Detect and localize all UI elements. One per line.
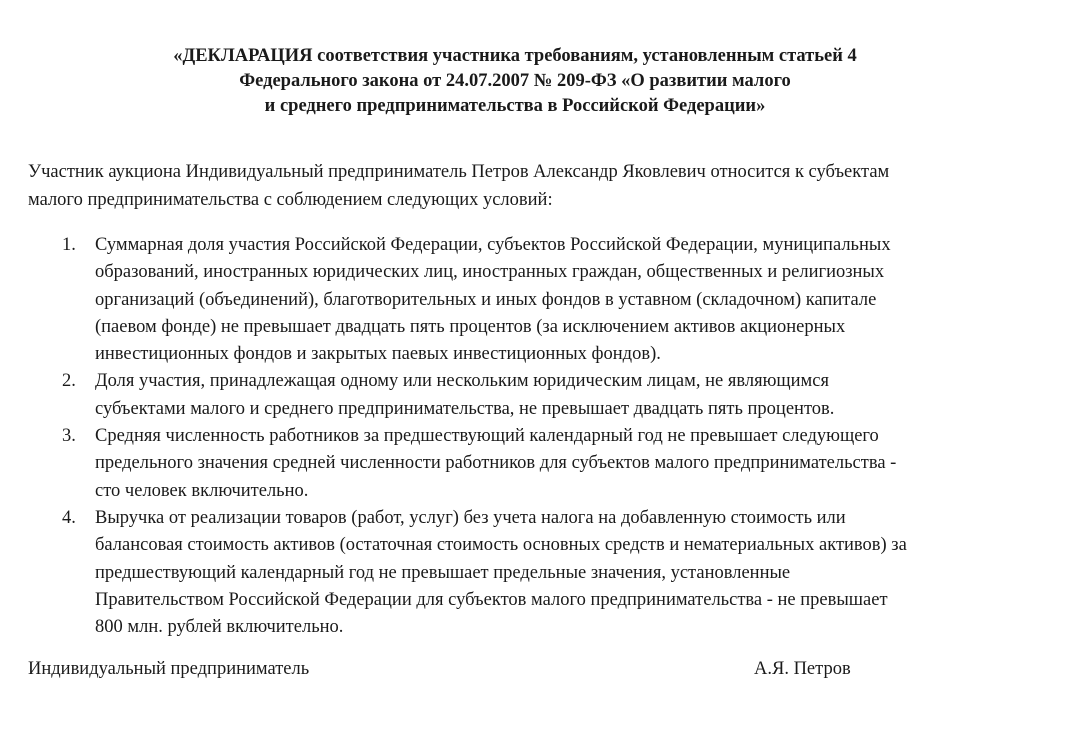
condition-number: 4. [62,507,76,528]
intro-paragraph [28,158,1018,214]
condition-line: балансовая стоимость активов (остаточная стоимость основных средств и нематериальных активов) за [95,535,907,556]
condition-line: субъектами малого и среднего предпринимательства, не превышает двадцать пять процентов. [95,398,835,419]
condition-item [62,368,1022,423]
condition-number: 2. [62,371,76,392]
condition-line: Суммарная доля участия Российской Федерации, субъектов Российской Федерации, муниципальных [95,235,891,255]
intro-line: Участник аукциона Индивидуальный предприниматель Петров Александр Яковлевич относится к субъектам [28,162,890,182]
condition-item [62,423,1022,505]
condition-line: Доля участия, принадлежащая одному или нескольким юридическим лицам, не являющимся [95,371,829,392]
signature-name: А.Я. Петров [754,659,851,679]
title-line: и среднего предпринимательства в Российской Федерации» [264,96,766,116]
condition-line: организаций (объединений), благотворительных и иных фондов в уставном (складочном) капитале [95,289,877,310]
title-line: «ДЕКЛАРАЦИЯ соответствия участника требованиям, установленным статьей 4 [173,46,857,66]
condition-line: (паевом фонде) не превышает двадцать пять процентов (за исключением активов акционерных [95,316,846,337]
condition-line: Правительством Российской Федерации для субъектов малого предпринимательства - не превышает [95,589,888,610]
condition-number: 3. [62,426,76,447]
condition-number: 1. [62,235,76,255]
declaration-title [0,44,1030,119]
condition-line: сто человек включительно. [95,480,309,501]
condition-line: инвестиционных фондов и закрытых паевых инвестиционных фондов). [95,344,661,365]
condition-line: предельного значения средней численности работников для субъектов малого предпринимательства - [95,453,897,474]
conditions-list [62,232,1022,641]
condition-line: предшествующий календарный год не превышает предельные значения, установленные [95,562,791,583]
title-line: Федерального закона от 24.07.2007 № 209-ФЗ «О развитии малого [239,71,791,91]
condition-line: Средняя численность работников за предшествующий календарный год не превышает следующего [95,426,879,447]
condition-item [62,232,1022,368]
intro-line: малого предпринимательства с соблюдением следующих условий: [28,190,553,210]
signature-role: Индивидуальный предприниматель [28,659,310,679]
condition-line: Выручка от реализации товаров (работ, услуг) без учета налога на добавленную стоимость или [95,507,846,528]
condition-line: образований, иностранных юридических лиц, иностранных граждан, общественных и религиозных [95,262,885,283]
condition-line: 800 млн. рублей включительно. [95,617,344,638]
condition-item [62,505,1022,641]
